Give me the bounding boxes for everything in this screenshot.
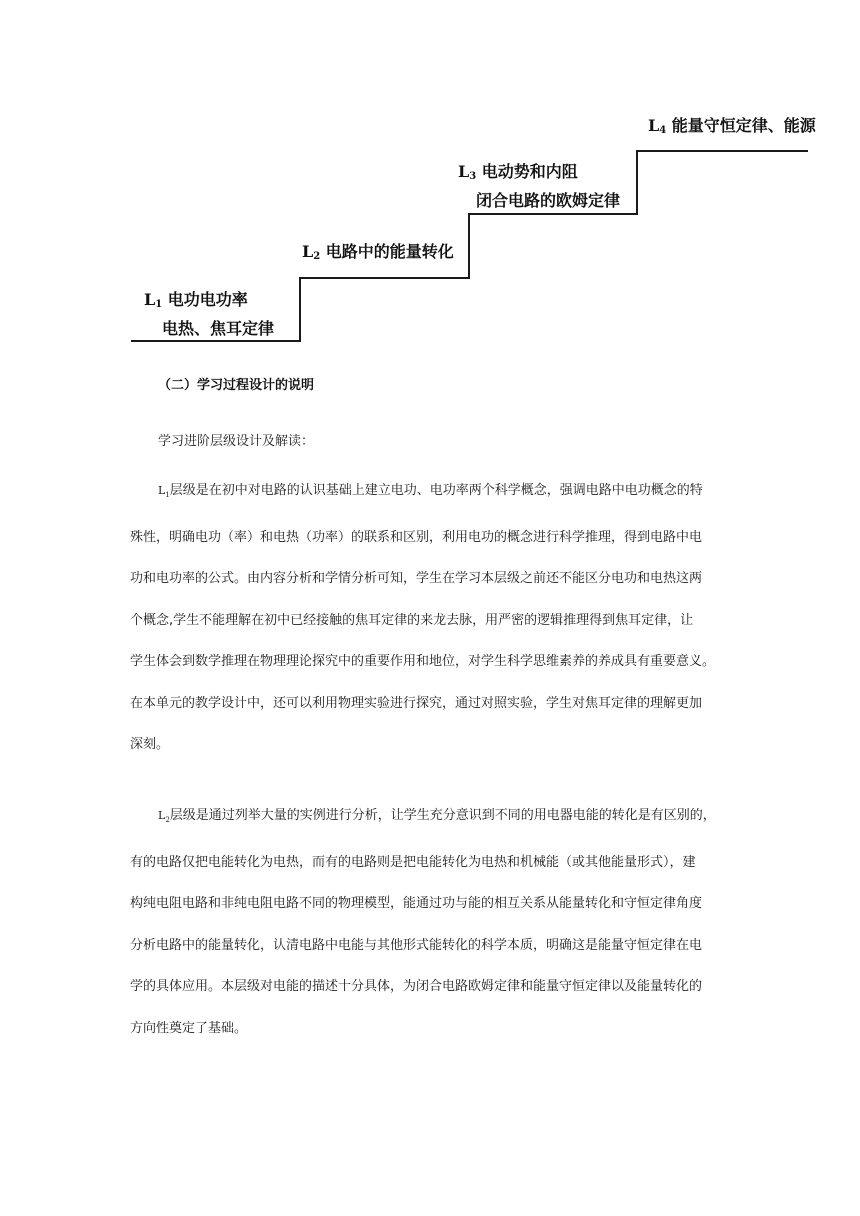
paragraph-line: $L_2$层级是通过列举大量的实例进行分析，让学生充分意识到不同的用电器电能的转化是有区别的， [158, 808, 716, 825]
paragraph-line: 深刻。 [130, 737, 170, 753]
step-l1-line2: 电热、焦耳定律 [162, 319, 275, 338]
paragraph-line: 方向性奠定了基础。 [130, 1020, 248, 1036]
step-l4-prefix: L [648, 116, 660, 135]
paragraph-l1 [130, 470, 742, 766]
paragraph-line: 构纯电阻电路和非纯电阻电路不同的物理模型，能通过功与能的相互关系从能量转化和守恒定律角度 [130, 896, 703, 912]
step-l2-line1: 电路中的能量转化 [325, 242, 454, 261]
paragraph-line: 有的电路仅把电能转化为电热，而有的电路则是把电能转化为电热和机械能（或其他能量形式），建 [130, 854, 696, 870]
level-tag: $L_2$ [158, 809, 170, 825]
level-tag: $L_1$ [158, 484, 170, 500]
step-l4-sub: 4 [659, 125, 667, 136]
step-l4-label [648, 114, 816, 143]
paragraph-l2 [130, 795, 742, 1049]
learning-progression-diagram [128, 108, 840, 353]
paragraph-line: 殊性，明确电功（率）和电热（功率）的联系和区别，利用电功的概念进行科学推理，得到电路中电 [130, 529, 703, 545]
paragraph-line: $L_1$层级是在初中对电路的认识基础上建立电功、电功率两个科学概念，强调电路中电功概念的特 [158, 483, 703, 500]
paragraph-line: 学生体会到数学推理在物理理论探究中的重要作用和地位，对学生科学思维素养的养成具有重要意义。 [130, 654, 716, 670]
step-l1-prefix: L [144, 290, 156, 309]
step-l4-line1: 能量守恒定律、能源 [671, 116, 816, 135]
paragraph-line: 分析电路中的能量转化，认清电路中电能与其他形式能转化的科学本质，明确这是能量守恒定律在电 [130, 937, 703, 953]
step-l1-line1: 电功电功率 [167, 290, 248, 309]
paragraph-line: 在本单元的教学设计中，还可以利用物理实验进行探究，通过对照实验，学生对焦耳定律的理解更加 [130, 695, 703, 711]
step-l3-sub: 3 [469, 171, 477, 182]
step-l2-prefix: L [302, 242, 314, 261]
step-l3-label [458, 160, 620, 213]
step-l1-label [144, 288, 274, 341]
step-l3-prefix: L [458, 162, 470, 181]
paragraph-line: 功和电功率的公式。由内容分析和学情分析可知，学生在学习本层级之前还不能区分电功和电热这两 [130, 571, 703, 587]
step-l3-line2: 闭合电路的欧姆定律 [476, 191, 621, 210]
section-heading: （二）学习过程设计的说明 [158, 378, 315, 393]
intro-line: 学习进阶层级设计及解读： [158, 434, 315, 449]
step-l1-sub: 1 [155, 299, 163, 310]
step-l3-line1: 电动势和内阻 [481, 162, 578, 181]
step-l2-sub: 2 [313, 251, 321, 262]
step-l2-label [302, 240, 454, 269]
paragraph-line: 个概念,学生不能理解在初中已经接触的焦耳定律的来龙去脉，用严密的逻辑推理得到焦耳定律，让 [130, 612, 694, 628]
paragraph-line: 学的具体应用。本层级对电能的描述十分具体，为闭合电路欧姆定律和能量守恒定律以及能量转化的 [130, 979, 703, 995]
